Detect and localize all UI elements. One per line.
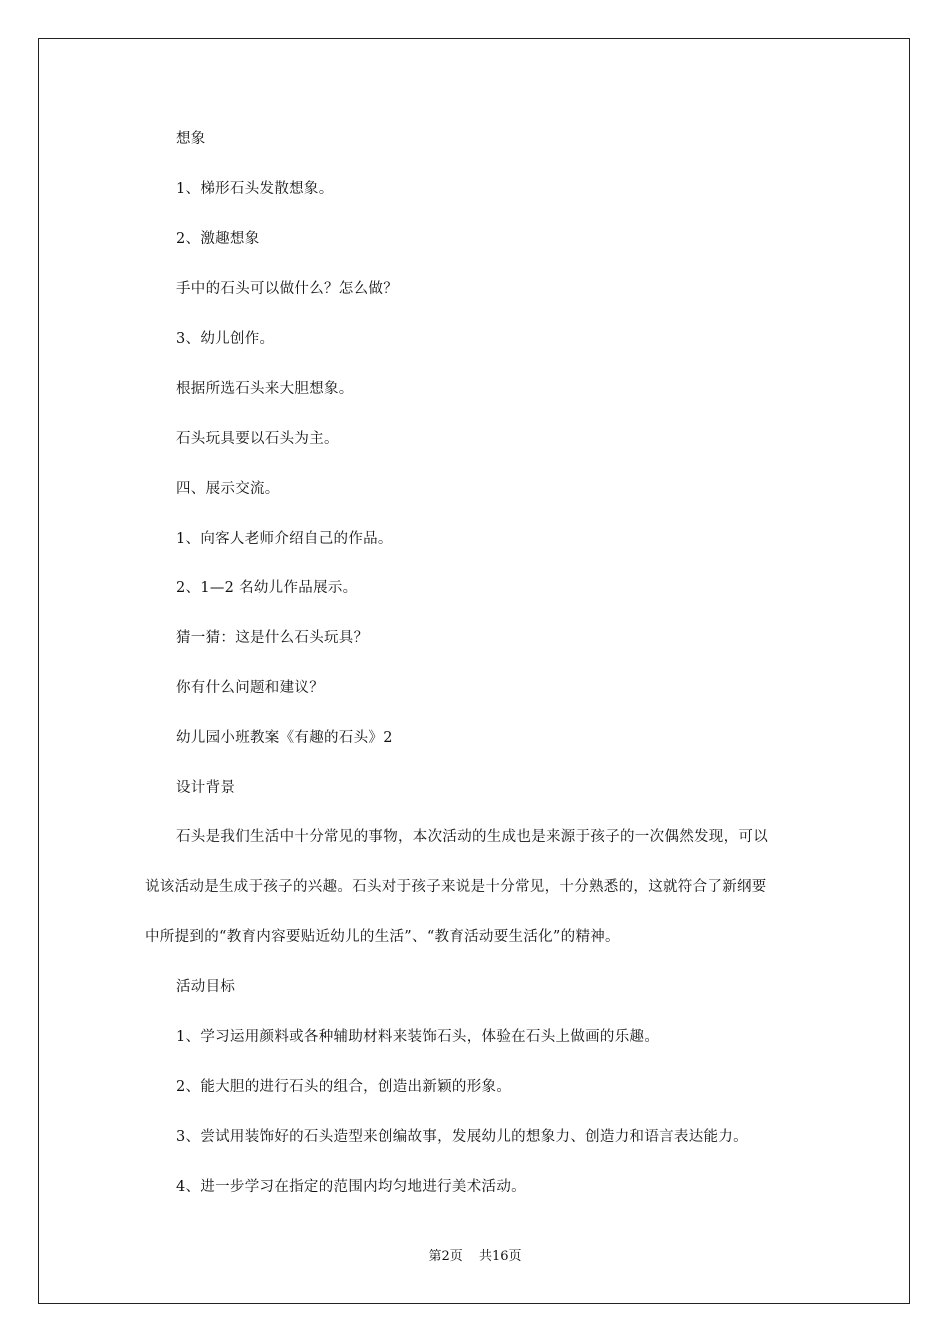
paragraph-item: 1、向客人老师介绍自己的作品。 <box>176 531 393 547</box>
paragraph-item: 1、学习运用颜料或各种辅助材料来装饰石头，体验在石头上做画的乐趣。 <box>176 1029 660 1045</box>
paragraph-text: 猜一猜：这是什么石头玩具？ <box>176 630 369 646</box>
paragraph-text: 根据所选石头来大胆想象。 <box>176 381 354 397</box>
paragraph-body-line: 说该活动是生成于孩子的兴趣。石头对于孩子来说是十分常见，十分熟悉的，这就符合了新纲要 <box>145 879 767 895</box>
paragraph-heading-imagine: 想象 <box>176 131 206 147</box>
paragraph-item: 2、1—2 名幼儿作品展示。 <box>176 580 358 596</box>
paragraph-item: 1、梯形石头发散想象。 <box>176 181 334 197</box>
page-border <box>38 38 910 1304</box>
paragraph-item: 2、能大胆的进行石头的组合，创造出新颖的形象。 <box>176 1079 512 1095</box>
paragraph-text: 手中的石头可以做什么？怎么做？ <box>176 281 398 297</box>
paragraph-body-line: 石头是我们生活中十分常见的事物，本次活动的生成也是来源于孩子的一次偶然发现，可以 <box>176 829 768 845</box>
page-number: 第2页 <box>428 1249 463 1264</box>
page-total: 共16页 <box>478 1249 522 1264</box>
lesson-title: 幼儿园小班教案《有趣的石头》2 <box>176 730 393 746</box>
paragraph-item: 4、进一步学习在指定的范围内均匀地进行美术活动。 <box>176 1179 526 1195</box>
paragraph-item: 3、尝试用装饰好的石头造型来创编故事，发展幼儿的想象力、创造力和语言表达能力。 <box>176 1129 748 1145</box>
paragraph-item: 3、幼儿创作。 <box>176 331 275 347</box>
page-footer <box>0 1248 950 1266</box>
paragraph-section-heading: 四、展示交流。 <box>176 481 280 497</box>
paragraph-text: 石头玩具要以石头为主。 <box>176 431 339 447</box>
paragraph-section-heading: 活动目标 <box>176 979 236 995</box>
paragraph-item: 2、激趣想象 <box>176 231 260 247</box>
paragraph-body-line: 中所提到的“教育内容要贴近幼儿的生活”、“教育活动要生活化”的精神。 <box>145 929 620 945</box>
paragraph-section-heading: 设计背景 <box>176 780 236 796</box>
paragraph-text: 你有什么问题和建议？ <box>176 680 324 696</box>
